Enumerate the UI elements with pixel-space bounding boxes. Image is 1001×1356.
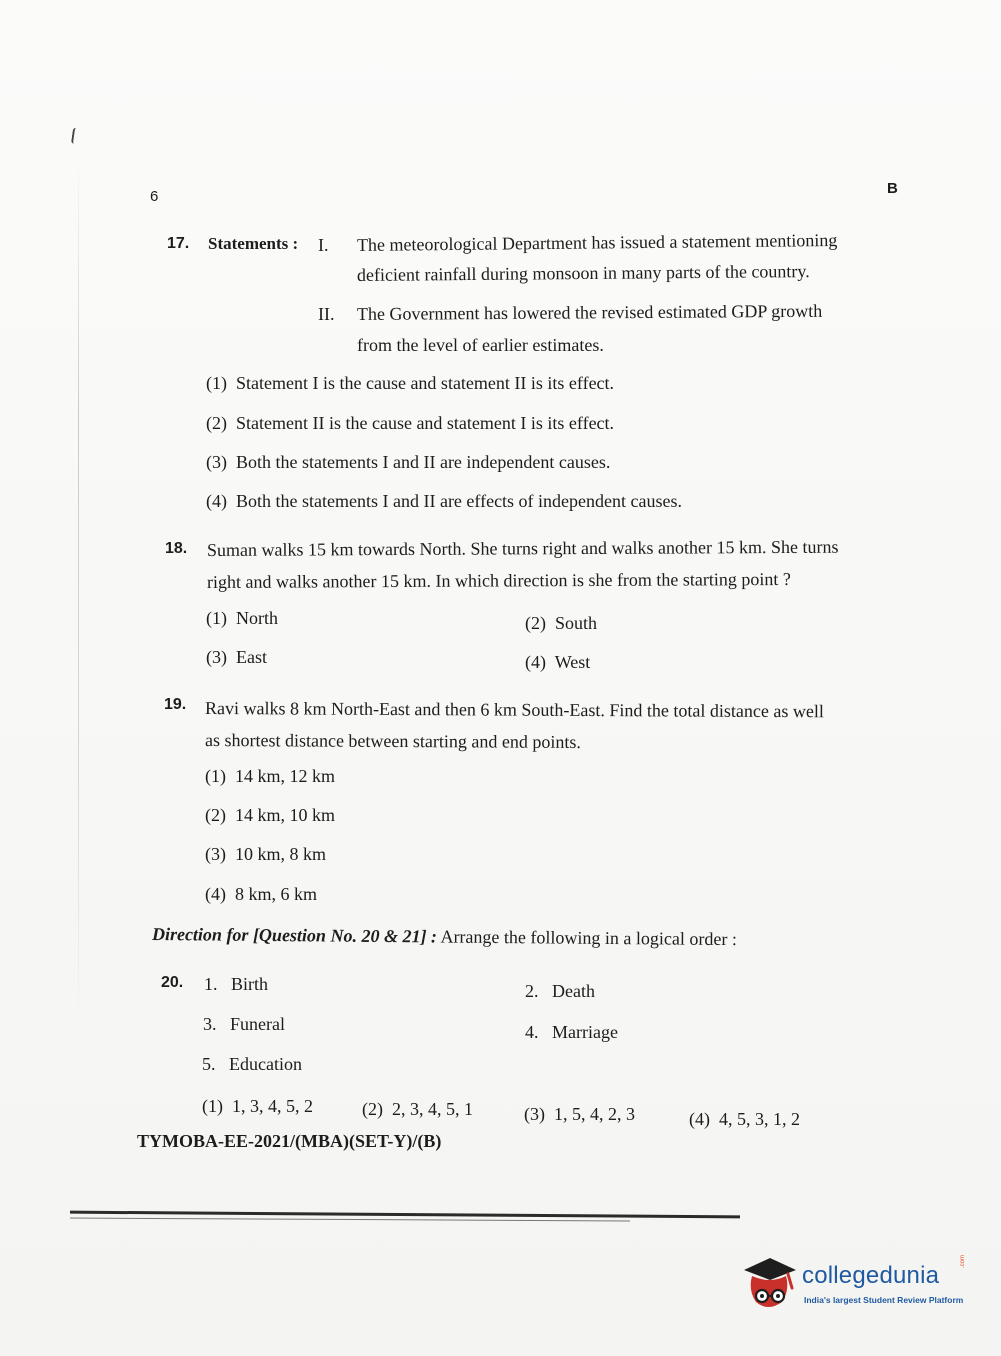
paper-code: TYMOBA-EE-2021/(MBA)(SET-Y)/(B)	[137, 1131, 442, 1151]
item-text: Funeral	[230, 1014, 285, 1034]
list-item	[525, 980, 595, 1002]
option-number: (4)	[206, 491, 227, 511]
option-number: (2)	[206, 413, 227, 433]
mascot-icon	[738, 1250, 802, 1314]
list-item	[203, 1013, 285, 1035]
statement-2-line-1: The Government has lowered the revised estimated GDP growth	[356, 300, 823, 324]
option-text: 8 km, 6 km	[235, 884, 318, 904]
option-4	[525, 651, 590, 673]
logo-domain: .com	[960, 1254, 966, 1268]
option-text: West	[554, 652, 591, 672]
option-2	[205, 804, 335, 826]
option-3	[205, 843, 326, 865]
question-number: 18.	[165, 540, 188, 557]
option-number: (2)	[525, 613, 546, 633]
option-text: North	[236, 608, 278, 628]
statement-1-line-1: The meteorological Department has issued a statement mentioning	[356, 229, 838, 255]
statement-1-line-2: deficient rainfall during monsoon in many parts of the country.	[356, 261, 810, 285]
list-item	[525, 1021, 618, 1043]
option-text: 14 km, 12 km	[235, 766, 336, 786]
option-1	[206, 607, 278, 629]
option-number: (4)	[689, 1109, 710, 1129]
option-1	[206, 372, 614, 394]
question-number: 20.	[161, 974, 184, 991]
option-number: (3)	[206, 647, 227, 667]
bottom-rule-thin	[70, 1218, 630, 1222]
option-text: 2, 3, 4, 5, 1	[392, 1099, 473, 1119]
direction-prefix: Direction for [Question No. 20 & 21] :	[151, 924, 438, 947]
option-text: Statement I is the cause and statement II is its effect.	[236, 373, 615, 393]
statement-2-roman: II.	[318, 304, 335, 324]
list-item	[204, 973, 268, 995]
option-number: (2)	[205, 805, 226, 825]
option-number: (1)	[206, 373, 227, 393]
option-text: Both the statements I and II are effects of independent causes.	[236, 491, 683, 511]
option-text: Both the statements I and II are independent causes.	[236, 452, 611, 472]
option-number: (2)	[362, 1099, 383, 1119]
option-2	[206, 412, 614, 434]
item-number: 2.	[525, 981, 539, 1001]
option-text: 4, 5, 3, 1, 2	[719, 1109, 800, 1129]
option-number: (3)	[524, 1104, 545, 1124]
option-number: (4)	[525, 652, 546, 672]
option-number: (1)	[202, 1096, 223, 1116]
option-text: East	[236, 647, 267, 667]
item-number: 4.	[525, 1022, 539, 1042]
direction-text	[152, 923, 737, 950]
question-text-line-1: Suman walks 15 km towards North. She turns right and walks another 15 km. She turns	[206, 536, 839, 560]
page-edge-shadow	[78, 150, 79, 1030]
option-number: (3)	[206, 452, 227, 472]
option-text: South	[555, 613, 598, 633]
question-text-line-2: right and walks another 15 km. In which direction is she from the starting point ?	[206, 568, 791, 592]
question-text-line-1: Ravi walks 8 km North-East and then 6 km South-East. Find the total distance as well	[204, 698, 824, 722]
logo-wordmark: collegedunia	[802, 1262, 940, 1289]
item-text: Birth	[231, 974, 269, 994]
option-number: (1)	[206, 608, 227, 628]
question-text-line-2: as shortest distance between starting and end points.	[204, 730, 581, 752]
option-2	[525, 612, 597, 634]
direction-body: Arrange the following in a logical order :	[436, 926, 737, 950]
option-text: Statement II is the cause and statement I is its effect.	[236, 413, 615, 433]
option-1	[202, 1095, 313, 1117]
option-1	[205, 765, 335, 787]
statement-2-line-2: from the level of earlier estimates.	[357, 335, 604, 355]
logo-tagline: India's largest Student Review Platform	[804, 1295, 964, 1305]
option-text: 10 km, 8 km	[235, 844, 327, 864]
item-number: 5.	[202, 1054, 216, 1074]
option-4	[205, 883, 317, 905]
option-number: (4)	[205, 884, 226, 904]
option-4	[689, 1108, 800, 1130]
option-2	[362, 1098, 473, 1120]
question-number: 19.	[164, 696, 187, 713]
list-item	[202, 1053, 302, 1075]
question-number: 17.	[167, 235, 190, 252]
statements-label: Statements :	[208, 234, 299, 253]
statement-1-roman: I.	[318, 235, 329, 255]
item-text: Death	[552, 981, 595, 1001]
set-code: B	[887, 180, 898, 197]
page-number: 6	[150, 188, 159, 205]
option-4	[206, 490, 682, 512]
option-number: (1)	[205, 766, 226, 786]
option-text: 1, 3, 4, 5, 2	[232, 1096, 313, 1116]
collegedunia-logo[interactable]	[738, 1248, 970, 1318]
option-3	[206, 646, 267, 668]
item-number: 3.	[203, 1014, 217, 1034]
item-text: Education	[229, 1054, 302, 1074]
option-3	[206, 451, 610, 473]
item-number: 1.	[204, 974, 218, 994]
item-text: Marriage	[552, 1022, 618, 1042]
option-number: (3)	[205, 844, 226, 864]
option-text: 14 km, 10 km	[235, 805, 336, 825]
margin-mark	[71, 128, 80, 145]
option-text: 1, 5, 4, 2, 3	[554, 1104, 635, 1124]
option-3	[524, 1103, 635, 1125]
